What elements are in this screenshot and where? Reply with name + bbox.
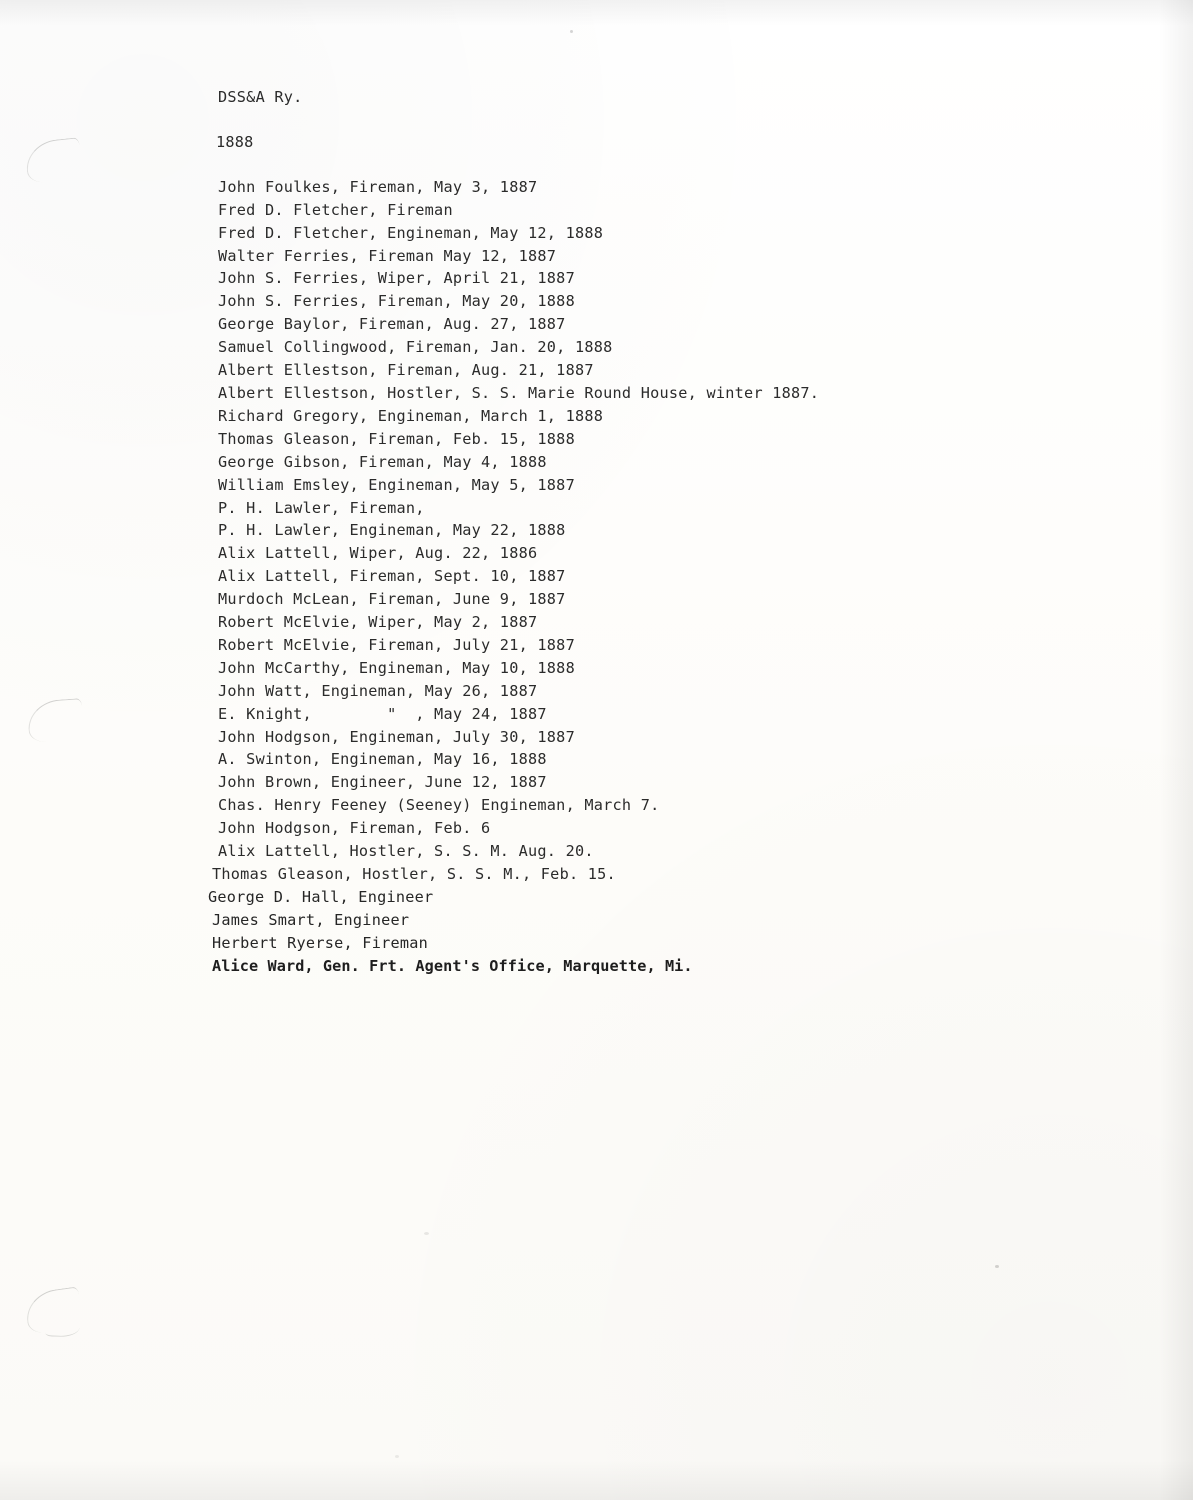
- list-item: Fred D. Fletcher, Engineman, May 12, 1888: [218, 223, 604, 242]
- list-item: P. H. Lawler, Fireman,: [218, 498, 425, 517]
- list-item: Robert McElvie, Wiper, May 2, 1887: [218, 613, 538, 632]
- page-edge-shadow-right: [1159, 0, 1193, 1500]
- list-item: John S. Ferries, Wiper, April 21, 1887: [218, 269, 575, 288]
- binder-hole-mark-middle: [27, 698, 85, 743]
- scan-speck: [570, 30, 573, 33]
- document-year: 1888: [216, 132, 254, 151]
- list-item: George Baylor, Fireman, Aug. 27, 1887: [218, 315, 566, 334]
- list-item: Thomas Gleason, Fireman, Feb. 15, 1888: [218, 429, 575, 448]
- list-item: Richard Gregory, Engineman, March 1, 1888: [218, 406, 604, 425]
- binder-hole-mark-top: [24, 137, 83, 184]
- list-item: William Emsley, Engineman, May 5, 1887: [218, 475, 575, 494]
- binder-hole-mark-bottom: [23, 1286, 83, 1334]
- list-item: Robert McElvie, Fireman, July 21, 1887: [218, 635, 575, 654]
- list-item: Murdoch McLean, Fireman, June 9, 1887: [218, 590, 566, 609]
- document-header-railway: DSS&A Ry.: [218, 88, 303, 106]
- list-item: George Gibson, Fireman, May 4, 1888: [218, 452, 547, 471]
- scan-speck: [995, 1265, 999, 1268]
- list-item: Thomas Gleason, Hostler, S. S. M., Feb. 15.: [212, 865, 616, 883]
- list-item: John Foulkes, Fireman, May 3, 1887: [218, 177, 538, 196]
- list-item: Alix Lattell, Fireman, Sept. 10, 1887: [218, 567, 566, 586]
- list-item: Alix Lattell, Hostler, S. S. M. Aug. 20.: [218, 842, 594, 861]
- list-item: John Hodgson, Fireman, Feb. 6: [218, 819, 491, 838]
- list-item: P. H. Lawler, Engineman, May 22, 1888: [218, 521, 566, 540]
- list-item: E. Knight, " , May 24, 1887: [218, 704, 547, 723]
- list-item: Herbert Ryerse, Fireman: [212, 933, 429, 952]
- list-item: John Hodgson, Engineman, July 30, 1887: [218, 727, 575, 746]
- list-item-emphasized: Alice Ward, Gen. Frt. Agent's Office, Marquette, Mi.: [212, 956, 693, 975]
- list-item: John Brown, Engineer, June 12, 1887: [218, 773, 547, 792]
- page-edge-shadow-top: [0, 0, 1193, 26]
- list-item: Chas. Henry Feeney (Seeney) Engineman, March 7.: [218, 796, 660, 815]
- list-item: James Smart, Engineer: [212, 910, 410, 929]
- page-edge-shadow-bottom: [0, 1460, 1193, 1500]
- list-item: A. Swinton, Engineman, May 16, 1888: [218, 750, 547, 769]
- list-item: Samuel Collingwood, Fireman, Jan. 20, 1888: [218, 338, 613, 357]
- list-item: Fred D. Fletcher, Fireman: [218, 200, 453, 219]
- scan-speck: [424, 1232, 429, 1235]
- list-item: Albert Ellestson, Hostler, S. S. Marie Round House, winter 1887.: [218, 383, 820, 402]
- scan-speck: [395, 1455, 399, 1458]
- list-item: John Watt, Engineman, May 26, 1887: [218, 681, 538, 700]
- list-item: Walter Ferries, Fireman May 12, 1887: [218, 246, 557, 265]
- list-item: Alix Lattell, Wiper, Aug. 22, 1886: [218, 544, 538, 563]
- list-item: George D. Hall, Engineer: [208, 887, 434, 906]
- typed-document-body: [206, 86, 1066, 978]
- employee-entry-list: [206, 176, 1066, 978]
- list-item: John S. Ferries, Fireman, May 20, 1888: [218, 292, 575, 311]
- list-item: Albert Ellestson, Fireman, Aug. 21, 1887: [218, 361, 594, 380]
- list-item: John McCarthy, Engineman, May 10, 1888: [218, 658, 575, 677]
